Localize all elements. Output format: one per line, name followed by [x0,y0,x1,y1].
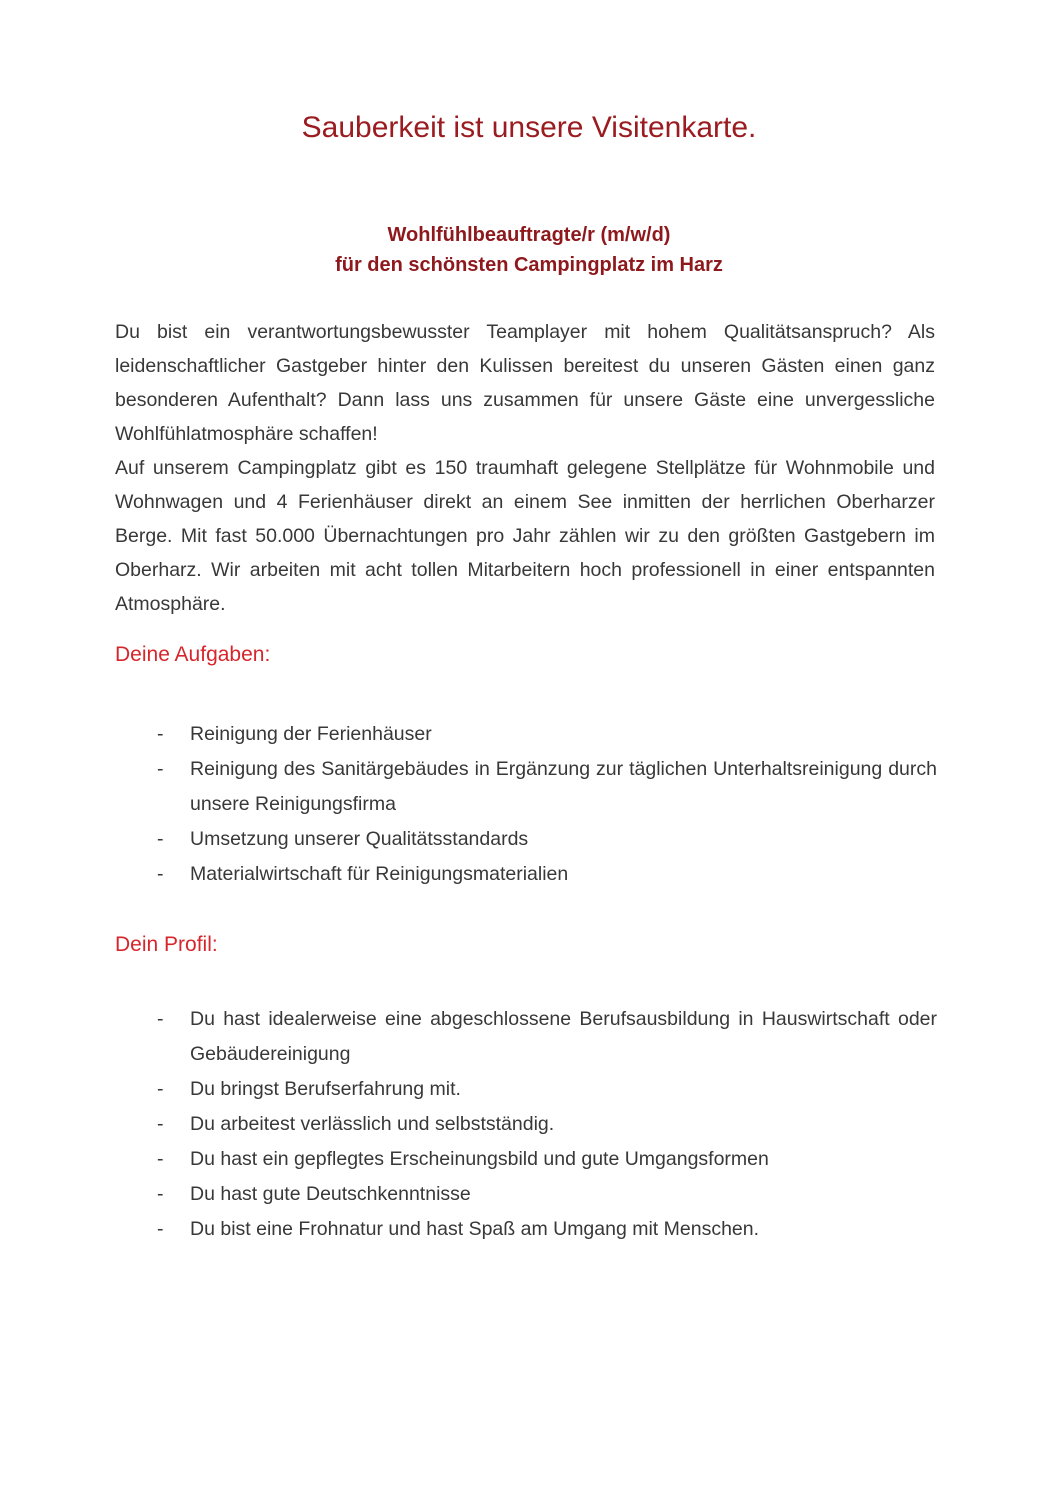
dash-marker: - [157,1218,164,1240]
dash-marker: - [157,1183,164,1205]
dash-marker: - [157,828,164,850]
list-item-text: Du hast ein gepflegtes Erscheinungsbild und gute Umgangsformen [190,1148,769,1170]
document-title: Sauberkeit ist unsere Visitenkarte. [301,111,757,144]
intro-paragraph: Du bist ein verantwortungsbewusster Teamplayer mit hohem Qualitätsanspruch? Als leidenschaftlicher Gastgeber hinter den Kulissen bereitest du unseren Gästen einen ganz besonderen Aufenthalt? Dann lass uns zusammen für unsere Gäste eine unvergessliche Wohlfühlatmosphäre schaffen! [115,321,935,445]
list-item [115,1142,937,1177]
job-subtitle [0,220,1058,280]
list-item [115,1002,937,1072]
list-item-text: Du hast idealerweise eine abgeschlossene Berufsausbildung in Hauswirtschaft oder Gebäudereinigung [190,1008,937,1065]
list-item [115,1107,937,1142]
list-item [115,1177,937,1212]
job-location-line: für den schönsten Campingplatz im Harz [335,254,723,276]
list-item [115,857,937,892]
list-item [115,1072,937,1107]
section-heading-aufgaben: Deine Aufgaben: [115,643,271,666]
list-item-text: Reinigung der Ferienhäuser [190,723,432,745]
dash-marker: - [157,723,164,745]
list-item-text: Du hast gute Deutschkenntnisse [190,1183,471,1205]
list-item-text: Du bringst Berufserfahrung mit. [190,1078,461,1100]
dash-marker: - [157,1113,164,1135]
profil-list [115,1002,937,1247]
dash-marker: - [157,758,164,780]
list-item-text: Du arbeitest verlässlich und selbstständig. [190,1113,555,1135]
aufgaben-list [115,717,937,892]
list-item-text: Reinigung des Sanitärgebäudes in Ergänzung zur täglichen Unterhaltsreinigung durch unsere Reinigungsfirma [190,758,937,815]
list-item-text: Du bist eine Frohnatur und hast Spaß am Umgang mit Menschen. [190,1218,760,1240]
dash-marker: - [157,1148,164,1170]
dash-marker: - [157,1008,164,1030]
list-item-text: Umsetzung unserer Qualitätsstandards [190,828,529,850]
list-item [115,1212,937,1247]
section-heading-profil: Dein Profil: [115,933,218,956]
list-item-text: Materialwirtschaft für Reinigungsmaterialien [190,863,569,885]
dash-marker: - [157,1078,164,1100]
list-item [115,822,937,857]
intro-paragraph: Auf unserem Campingplatz gibt es 150 traumhaft gelegene Stellplätze für Wohnmobile und Wohnwagen und 4 Ferienhäuser direkt an einem See inmitten der herrlichen Oberharzer Berge. Mit fast 50.000 Übernachtungen pro Jahr zählen wir zu den größten Gastgebern im Oberharz. Wir arbeiten mit acht tollen Mitarbeitern hoch professionell in einer entspannten Atmosphäre. [115,457,935,615]
list-item [115,717,937,752]
job-title-line: Wohlfühlbeauftragte/r (m/w/d) [387,224,671,246]
list-item [115,752,937,822]
dash-marker: - [157,863,164,885]
intro-text [115,315,935,621]
